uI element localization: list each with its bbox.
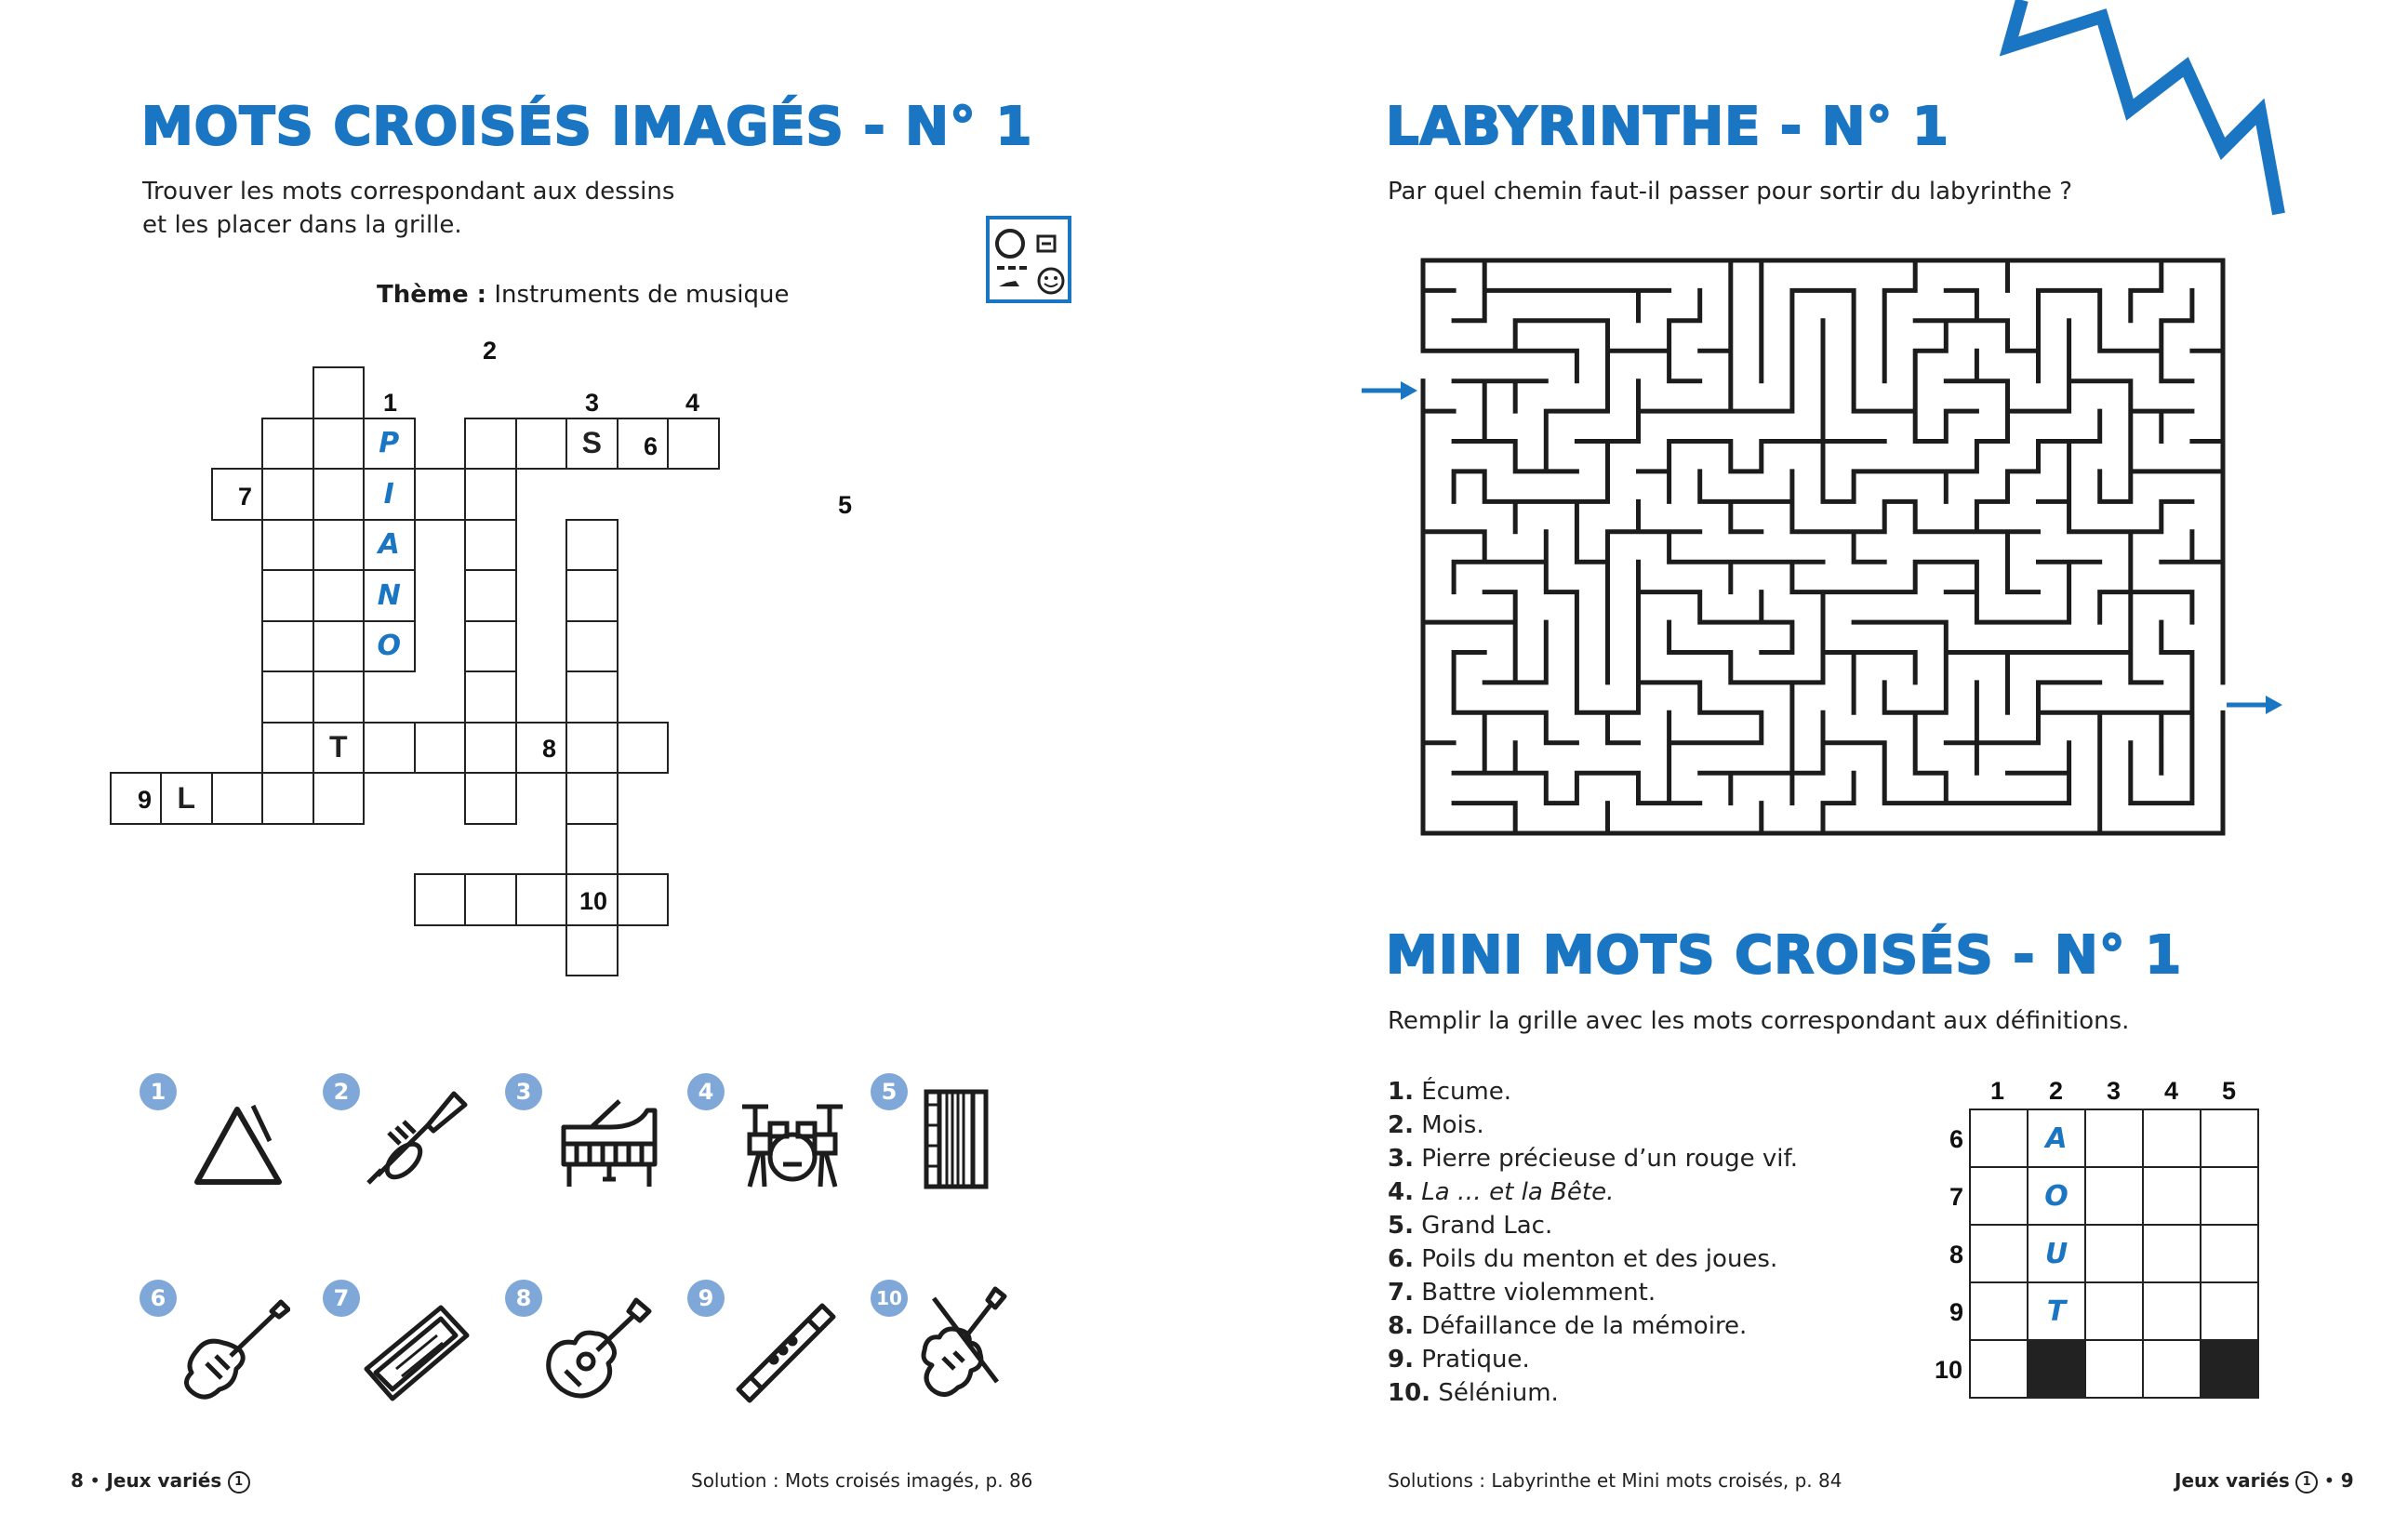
mini-grid-cell[interactable] <box>1969 1166 2029 1226</box>
book-title: Jeux variés <box>106 1469 222 1492</box>
grid-cell[interactable] <box>464 722 517 775</box>
grid-cell[interactable] <box>261 418 314 471</box>
grid-cell[interactable] <box>565 670 619 724</box>
grid-cell[interactable] <box>464 519 517 572</box>
grid-cell[interactable] <box>313 519 366 572</box>
mini-grid-cell[interactable] <box>2200 1166 2259 1226</box>
grid-cell[interactable]: T <box>313 722 366 775</box>
definition-item: 4. La … et la Bête. <box>1388 1178 1615 1206</box>
intro-line-2: et les placer dans la grille. <box>142 211 462 239</box>
maze-walls <box>1423 260 2223 833</box>
grid-cell[interactable] <box>667 418 720 471</box>
flute-icon <box>725 1298 841 1404</box>
picture-number-badge: 5 <box>871 1073 908 1110</box>
theme-value: Instruments de musique <box>494 281 790 309</box>
accordion-icon <box>923 1088 990 1190</box>
footer-solution-left: Solution : Mots croisés imagés, p. 86 <box>691 1469 1033 1492</box>
mini-grid-cell[interactable]: A <box>2027 1109 2086 1168</box>
picture-number-badge: 7 <box>323 1280 360 1317</box>
clue-number-3: 3 <box>585 389 600 417</box>
mini-grid-cell[interactable] <box>2084 1166 2144 1226</box>
mini-grid-cell[interactable]: T <box>2027 1281 2086 1341</box>
crossword-title: MOTS CROISÉS IMAGÉS - N° 1 <box>141 97 1033 157</box>
maze <box>1414 251 2232 846</box>
picture-number-badge: 3 <box>505 1073 542 1110</box>
footer-solution-right: Solutions : Labyrinthe et Mini mots croisés, p. 84 <box>1388 1469 1842 1492</box>
mini-grid-cell[interactable] <box>2142 1281 2201 1341</box>
grid-cell[interactable] <box>617 418 670 471</box>
grid-cell[interactable]: N <box>363 569 416 622</box>
definition-item: 10. Sélénium. <box>1388 1379 1559 1407</box>
trumpet-icon <box>361 1086 472 1198</box>
mini-row-label: 7 <box>1949 1183 1964 1211</box>
grid-cell[interactable] <box>261 569 314 622</box>
mini-col-label: 4 <box>2164 1077 2179 1105</box>
mini-col-label: 1 <box>1990 1077 2005 1105</box>
grid-cell[interactable] <box>515 722 568 775</box>
mini-grid-cell[interactable] <box>2084 1281 2144 1341</box>
grid-cell[interactable]: S <box>565 418 619 471</box>
mini-grid-cell[interactable] <box>2200 1281 2259 1341</box>
grid-cell[interactable] <box>414 873 467 926</box>
grid-cell[interactable] <box>211 468 264 521</box>
mini-row-label: 8 <box>1949 1241 1964 1268</box>
clue-number-4: 4 <box>685 389 700 417</box>
grid-cell[interactable] <box>261 468 314 521</box>
grid-cell[interactable] <box>313 468 366 521</box>
definition-item: 6. Poils du menton et des joues. <box>1388 1245 1778 1273</box>
grid-cell[interactable]: I <box>363 468 416 521</box>
mini-col-label: 5 <box>2222 1077 2237 1105</box>
mini-grid-cell[interactable] <box>2142 1339 2201 1399</box>
mini-grid-cell[interactable] <box>2084 1109 2144 1168</box>
grid-cell[interactable] <box>565 569 619 622</box>
page-number: 9 <box>2340 1469 2354 1492</box>
grid-cell[interactable] <box>515 873 568 926</box>
grid-cell[interactable] <box>261 772 314 825</box>
mini-grid-cell[interactable] <box>2200 1224 2259 1283</box>
mini-grid-cell[interactable]: U <box>2027 1224 2086 1283</box>
grid-cell[interactable] <box>464 873 517 926</box>
triangle-icon <box>186 1093 288 1195</box>
definitions-list <box>1388 1075 1798 1410</box>
clue-number-8: 8 <box>542 735 557 763</box>
grid-cell[interactable] <box>313 569 366 622</box>
clue-number-6: 6 <box>644 432 658 460</box>
mini-grid-cell[interactable] <box>1969 1339 2029 1399</box>
definition-item: 1. Écume. <box>1388 1078 1512 1106</box>
picture-number-badge: 2 <box>323 1073 360 1110</box>
footer-left: 8 • Jeux variés 1 <box>71 1469 250 1494</box>
mini-row-label: 6 <box>1949 1125 1964 1153</box>
grid-cell[interactable] <box>313 772 366 825</box>
mini-grid-cell[interactable] <box>1969 1281 2029 1341</box>
definition-item: 2. Mois. <box>1388 1111 1484 1139</box>
definition-item: 8. Défaillance de la mémoire. <box>1388 1312 1748 1340</box>
grid-cell[interactable] <box>565 823 619 876</box>
grid-cell[interactable] <box>464 468 517 521</box>
grid-cell[interactable] <box>261 722 314 775</box>
volume-badge: 1 <box>228 1471 250 1494</box>
grid-cell[interactable] <box>110 772 163 825</box>
maze-exit-arrow-icon <box>2223 688 2288 722</box>
crossword-intro <box>142 175 674 242</box>
grid-cell[interactable] <box>261 670 314 724</box>
picture-number-badge: 4 <box>687 1073 725 1110</box>
clue-number-10: 10 <box>579 887 608 915</box>
clue-number-9: 9 <box>138 786 153 814</box>
mini-row-label: 10 <box>1935 1356 1963 1384</box>
definition-item: 7. Battre violemment. <box>1388 1279 1656 1307</box>
grid-cell[interactable] <box>261 519 314 572</box>
mini-crossword-intro: Remplir la grille avec les mots correspondant aux définitions. <box>1388 1007 2130 1035</box>
grid-cell[interactable] <box>617 873 670 926</box>
grid-cell[interactable] <box>464 418 517 471</box>
series-logo <box>986 216 1071 303</box>
grid-cell[interactable] <box>313 670 366 724</box>
grid-cell[interactable] <box>565 924 619 977</box>
mini-grid-cell <box>2027 1339 2086 1399</box>
mini-col-label: 2 <box>2049 1077 2064 1105</box>
mini-grid-cell[interactable] <box>1969 1109 2029 1168</box>
grid-cell[interactable]: L <box>160 772 213 825</box>
mini-grid-cell[interactable]: O <box>2027 1166 2086 1226</box>
maze-title: LABYRINTHE - N° 1 <box>1386 97 1949 157</box>
maze-intro: Par quel chemin faut-il passer pour sortir du labyrinthe ? <box>1388 178 2073 206</box>
grid-cell[interactable] <box>464 620 517 673</box>
definition-item: 9. Pratique. <box>1388 1346 1530 1374</box>
grid-cell[interactable] <box>414 722 467 775</box>
grid-cell[interactable] <box>565 620 619 673</box>
grid-cell[interactable] <box>464 772 517 825</box>
grid-cell[interactable] <box>515 418 568 471</box>
grid-cell[interactable] <box>464 569 517 622</box>
clue-number-2: 2 <box>483 337 498 365</box>
grid-cell[interactable] <box>414 468 467 521</box>
harmonica-icon <box>359 1298 474 1406</box>
grid-cell[interactable] <box>464 670 517 724</box>
grid-cell[interactable] <box>565 722 619 775</box>
page-number: 8 <box>71 1469 84 1492</box>
grid-cell[interactable]: O <box>363 620 416 673</box>
piano-icon <box>554 1090 666 1192</box>
book-title: Jeux variés <box>2175 1469 2290 1492</box>
picture-number-badge: 1 <box>140 1073 177 1110</box>
grid-cell[interactable] <box>313 366 366 419</box>
violin-icon <box>917 1285 1010 1406</box>
grid-cell[interactable] <box>313 620 366 673</box>
mini-col-label: 3 <box>2107 1077 2122 1105</box>
mini-grid-cell[interactable] <box>2084 1224 2144 1283</box>
grid-cell[interactable] <box>565 772 619 825</box>
mini-grid-cell[interactable] <box>2142 1166 2201 1226</box>
picture-number-badge: 8 <box>505 1280 542 1317</box>
volume-badge: 1 <box>2295 1471 2318 1494</box>
theme-label: Thème : <box>377 281 487 309</box>
grid-cell[interactable] <box>313 418 366 471</box>
clue-number-7: 7 <box>238 483 253 511</box>
clue-number-5: 5 <box>838 491 853 519</box>
grid-cell[interactable] <box>211 772 264 825</box>
mini-grid-cell[interactable] <box>2142 1224 2201 1283</box>
mini-grid-cell[interactable] <box>2084 1339 2144 1399</box>
grid-cell[interactable] <box>261 620 314 673</box>
definition-item: 5. Grand Lac. <box>1388 1212 1553 1240</box>
footer-right: Jeux variés 1 • 9 <box>2175 1469 2354 1492</box>
grid-cell[interactable] <box>565 519 619 572</box>
intro-line-1: Trouver les mots correspondant aux dessins <box>142 178 675 206</box>
theme-line <box>377 281 790 309</box>
mini-crossword-title: MINI MOTS CROISÉS - N° 1 <box>1386 925 2183 986</box>
picture-number-badge: 10 <box>871 1280 908 1317</box>
grid-cell[interactable]: A <box>363 519 416 572</box>
grid-cell[interactable] <box>363 722 416 775</box>
clue-number-1: 1 <box>383 389 398 417</box>
mini-grid-cell[interactable] <box>2142 1109 2201 1168</box>
picture-number-badge: 9 <box>687 1280 725 1317</box>
grid-cell[interactable] <box>617 722 670 775</box>
drums-icon <box>737 1086 848 1194</box>
mini-grid-cell <box>2200 1339 2259 1399</box>
mini-row-label: 9 <box>1949 1298 1964 1326</box>
definition-item: 3. Pierre précieuse d’un rouge vif. <box>1388 1145 1798 1173</box>
mini-grid-cell[interactable] <box>2200 1109 2259 1168</box>
grid-cell[interactable]: P <box>363 418 416 471</box>
maze-entry-arrow-icon <box>1358 374 1423 407</box>
guitar-icon <box>543 1293 655 1404</box>
picture-number-badge: 6 <box>140 1280 177 1317</box>
electric-guitar-icon <box>179 1294 290 1406</box>
mini-grid-cell[interactable] <box>1969 1224 2029 1283</box>
